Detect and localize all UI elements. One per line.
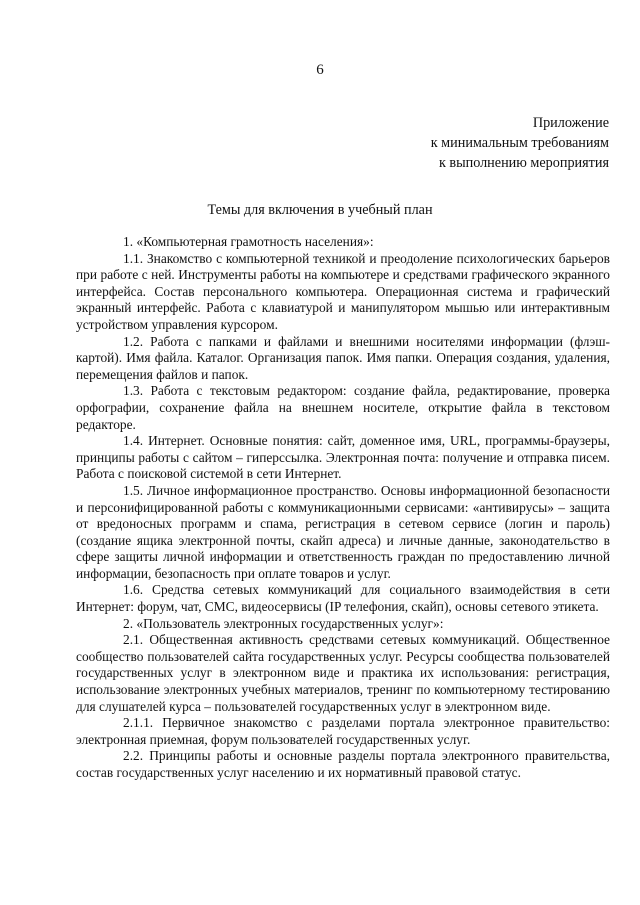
appendix-header <box>431 113 609 173</box>
section-1-heading: 1. «Компьютерная грамотность населения»: <box>123 234 374 249</box>
paragraph-1-1: 1.1. Знакомство с компьютерной техникой и преодоление психологических барьеров при работе с ней. Инструменты работы на компьютере и средствами графического экранного интерфейса. Состав персонального компьютера. Операционная система и графический экранный интерфейс. Работа с клавиатурой и манипулятором мышью или интерактивным устройством управления курсором. <box>76 250 610 332</box>
page-number: 6 <box>316 62 324 78</box>
document-body <box>76 234 610 782</box>
appendix-line-3: к выполнению мероприятия <box>438 155 609 171</box>
appendix-line-2: к минимальным требованиям <box>430 135 609 151</box>
paragraph-1-6: 1.6. Средства сетевых коммуникаций для социального взаимодействия в сети Интернет: форум, чат, СМС, видеосервисы (IP телефония, скайп), основы сетевого этикета. <box>76 582 610 615</box>
paragraph-2-1-1: 2.1.1. Первичное знакомство с разделами портала электронное правительство: электронная приемная, форум пользователей государственных услуг. <box>76 715 610 747</box>
paragraph-1-5: 1.5. Личное информационное пространство. Основы информационной безопасности и персонифицированной работы с коммуникационными сервисами: «антивирусы» – защита от вредоносных программ и спама, регистрация в сетевом сервисе (логин и пароль) (создание ящика электронной почты, скайп адреса) и личные данные, законодательство в сфере защиты личной информации и ответственность граждан по предоставлению личной информации, безопасность при оплате товаров и услуг. <box>76 482 610 581</box>
paragraph-2-1: 2.1. Общественная активность средствами сетевых коммуникаций. Общественное сообщество пользователей сайта государственных услуг. Ресурсы сообщества пользователей государственных услуг в электронном виде и практика их использования: регистрация, использование электронных учебных материалов, тренинг по компьютерному тестированию для слушателей курса – пользователей государственных услуг в электронном виде. <box>76 632 610 714</box>
paragraph-1-2: 1.2. Работа с папками и файлами и внешними носителями информации (флэш-картой). Имя файла. Каталог. Организация папок. Имя папки. Операция создания, удаления, перемещения файлов и папок. <box>76 333 610 382</box>
section-2-heading: 2. «Пользователь электронных государственных услуг»: <box>123 615 444 631</box>
document-title: Темы для включения в учебный план <box>207 202 433 218</box>
paragraph-1-4: 1.4. Интернет. Основные понятия: сайт, доменное имя, URL, программы-браузеры, принципы работы с сайтом – гиперссылка. Электронная почта: получение и отправка писем. Работа с поисковой системой в сети Интернет. <box>76 433 610 482</box>
paragraph-1-3: 1.3. Работа с текстовым редактором: создание файла, редактирование, проверка орфографии, сохранение файла на внешнем носителе, открытие файла в текстовом редакторе. <box>76 383 610 432</box>
paragraph-2-2: 2.2. Принципы работы и основные разделы портала электронного правительства, состав государственных услуг населению и их нормативный правовой статус. <box>76 748 610 780</box>
appendix-line-1: Приложение <box>532 115 609 131</box>
